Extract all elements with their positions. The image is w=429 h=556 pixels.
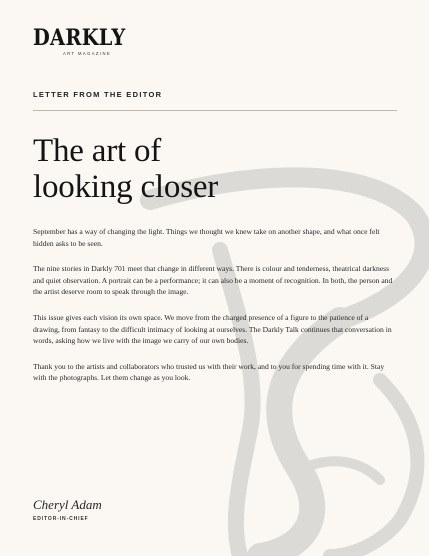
masthead-logo[interactable]: [33, 25, 133, 56]
logo-subtitle: ART MAGAZINE: [63, 51, 112, 56]
section-label: LETTER FROM THE EDITOR: [33, 90, 163, 99]
title-line-2: looking closer: [33, 169, 219, 205]
signature-name: Cheryl Adam: [33, 497, 102, 512]
paragraph: September has a way of changing the light. Things we thought we knew take on another shape, and what once felt hidden asks to be seen.: [33, 227, 380, 248]
paragraph: Thank you to the artists and collaborators who trusted us with their work, and to you for spending time with it. Stay with the photographs. Let them change as you look.: [33, 361, 385, 383]
paragraph: The nine stories in Darkly 701 meet that change in different ways. There is colour and tenderness, theatrical darkness and quiet observation. A portrait can be a performance; it can also be a moment of recognition. In both, the person and the artist deserve room to speak through the image.: [33, 264, 393, 297]
signature-role: EDITOR-IN-CHIEF: [33, 516, 89, 522]
page-title: [33, 133, 373, 205]
title-line-1: The art of: [33, 133, 162, 169]
letter-body: [33, 226, 395, 398]
divider: [33, 110, 397, 111]
logo-wordmark: DARKLY: [33, 25, 126, 51]
paragraph: This issue gives each vision its own space. We move from the charged presence of a figure to the patience of a drawing, from fantasy to the difficult intimacy of looking at ourselves. The Darkly Talk continues that conversation in words, asking how we live with the image we carry of our own bodies.: [33, 312, 392, 346]
